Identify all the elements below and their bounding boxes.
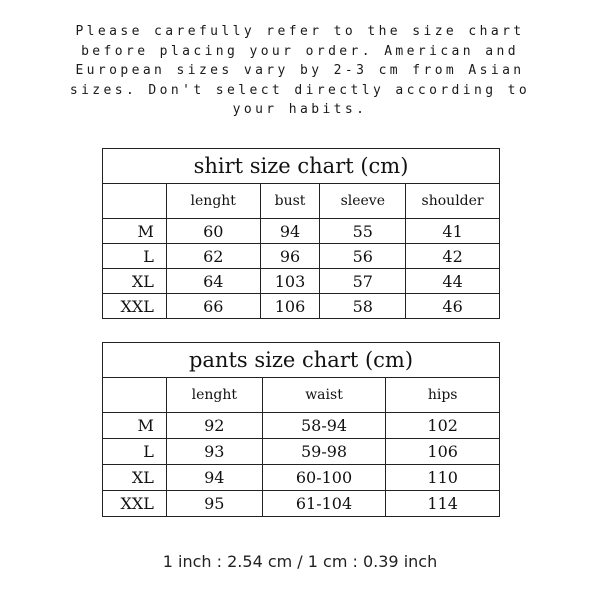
table-row xyxy=(103,219,500,244)
table-corner-cell xyxy=(103,378,167,413)
table-cell: 92 xyxy=(166,413,262,439)
table-cell: 102 xyxy=(386,413,500,439)
table-cell: 96 xyxy=(260,244,320,269)
column-header: shoulder xyxy=(406,184,500,219)
table-cell: 66 xyxy=(166,294,260,319)
table-cell: 58-94 xyxy=(262,413,386,439)
size-label: L xyxy=(103,439,167,465)
table-cell: 57 xyxy=(320,269,406,294)
notice-line: your habits. xyxy=(232,102,368,117)
table-corner-cell xyxy=(103,184,167,219)
table-row xyxy=(103,269,500,294)
table-cell: 42 xyxy=(406,244,500,269)
size-label: XL xyxy=(103,465,167,491)
table-cell: 56 xyxy=(320,244,406,269)
notice-line: Please carefully refer to the size chart xyxy=(75,24,525,39)
table-cell: 59-98 xyxy=(262,439,386,465)
table-cell: 64 xyxy=(166,269,260,294)
table-cell: 60-100 xyxy=(262,465,386,491)
table-cell: 106 xyxy=(386,439,500,465)
table-cell: 55 xyxy=(320,219,406,244)
size-label: XL xyxy=(103,269,167,294)
size-label: XXL xyxy=(103,294,167,319)
column-header: lenght xyxy=(166,378,262,413)
table-row xyxy=(103,491,500,517)
table-row xyxy=(103,439,500,465)
size-label: XXL xyxy=(103,491,167,517)
shirt-chart-title: shirt size chart (cm) xyxy=(103,149,500,184)
column-header: sleeve xyxy=(320,184,406,219)
table-cell: 95 xyxy=(166,491,262,517)
table-cell: 94 xyxy=(260,219,320,244)
size-label: M xyxy=(103,219,167,244)
size-label: L xyxy=(103,244,167,269)
size-label: M xyxy=(103,413,167,439)
table-cell: 110 xyxy=(386,465,500,491)
table-row xyxy=(103,244,500,269)
table-cell: 106 xyxy=(260,294,320,319)
table-row xyxy=(103,413,500,439)
table-row xyxy=(103,465,500,491)
table-cell: 103 xyxy=(260,269,320,294)
table-cell: 61-104 xyxy=(262,491,386,517)
table-cell: 62 xyxy=(166,244,260,269)
table-cell: 93 xyxy=(166,439,262,465)
table-cell: 41 xyxy=(406,219,500,244)
table-cell: 58 xyxy=(320,294,406,319)
unit-conversion-note: 1 inch : 2.54 cm / 1 cm : 0.39 inch xyxy=(162,552,438,571)
column-header: hips xyxy=(386,378,500,413)
notice-line: sizes. Don't select directly according to xyxy=(69,82,531,98)
column-header: bust xyxy=(260,184,320,219)
shirt-size-table xyxy=(102,148,500,319)
table-cell: 114 xyxy=(386,491,500,517)
table-row xyxy=(103,294,500,319)
table-cell: 94 xyxy=(166,465,262,491)
pants-size-table xyxy=(102,342,500,517)
size-notice xyxy=(30,22,570,120)
pants-chart-title: pants size chart (cm) xyxy=(103,343,500,378)
column-header: waist xyxy=(262,378,386,413)
column-header: lenght xyxy=(166,184,260,219)
notice-line: European sizes vary by 2-3 cm from Asian xyxy=(75,63,525,78)
table-cell: 44 xyxy=(406,269,500,294)
table-cell: 60 xyxy=(166,219,260,244)
notice-line: before placing your order. American and xyxy=(81,43,519,59)
table-cell: 46 xyxy=(406,294,500,319)
